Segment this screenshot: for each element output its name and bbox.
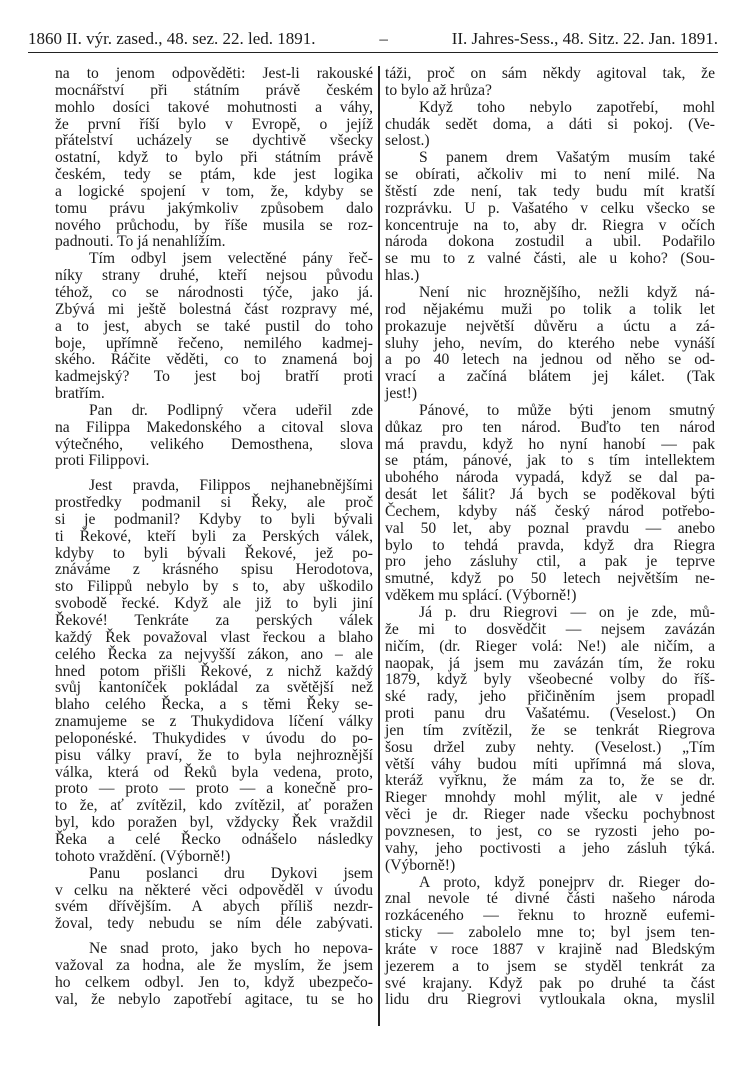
- text-line: a logické spojení v tom, že, kdyby se: [55, 182, 373, 200]
- text-line: desát let šálit? Já bych se poděkoval býti: [385, 486, 715, 504]
- text-line: si je podmanil? Kdyby to byli bývali: [55, 510, 373, 528]
- text-line: tohoto vraždění. (Výborně!): [55, 847, 231, 865]
- text-line: to bylo až hrůza?: [385, 81, 492, 99]
- text-line: boje, upřímně řečeno, nemilého kadmej-: [55, 334, 373, 352]
- text-line: sluhy jeho, nevím, do kterého nebe vynáší: [385, 334, 715, 352]
- text-line: kdyby to byli bývali Řekové, jež po-: [55, 544, 373, 562]
- text-line: blaho celého Řecka, a s těmi Řeky se-: [55, 696, 373, 714]
- text-line: národa dokona zostudil a ubil. Podařilo: [385, 233, 715, 251]
- text-line: bratřím.: [55, 385, 105, 403]
- text-line: ho celkem odbyl. Jen to, když ubezpečo-: [55, 973, 373, 991]
- text-line: mohlo dosíci takové mohutnosti a váhy,: [55, 98, 373, 116]
- text-line: výtečného, velikého Demosthena, slova: [55, 435, 373, 453]
- text-line: byl, kdo poražen byl, vždycky Řek vraždil: [55, 814, 373, 832]
- text-line: prokazuje největší důvěru a úctu a zá-: [385, 317, 715, 335]
- text-line: kadmejský? To jest boj bratří proti: [55, 368, 373, 386]
- text-line: jezerem a to jsem se styděl tenkrát za: [385, 957, 715, 975]
- text-line: tomu právu jakýmkoliv způsobem dalo: [55, 199, 373, 217]
- text-line: selost.): [385, 132, 430, 150]
- text-line: na to jenom odpovědĕti: Jest-li rakouské: [55, 65, 373, 82]
- text-line: prostředky podmanil si Řeky, ale proč: [55, 494, 373, 512]
- text-line: že první říší bylo v Evropě, o jejíž: [55, 115, 373, 133]
- text-line: Rieger mnohdy mohl mýlit, ale v jedné: [385, 789, 715, 807]
- text-line: Zbývá mi ještě bolestná část rozpravy mé,: [55, 300, 373, 318]
- text-line: ského. Ráčite věděti, co to znamená boj: [55, 351, 373, 369]
- text-line: Pánové, to může býti jenom smutný: [419, 401, 715, 419]
- text-line: kráte v roce 1887 v krajině nad Bledským: [385, 940, 715, 958]
- text-line: že mi to dosvědčit — nejsem zavázán: [385, 620, 715, 638]
- text-line: svobodě řecké. Když ale již to byli jiní: [55, 595, 373, 613]
- column-divider: [378, 66, 380, 1026]
- text-line: pro jeho zásluhy ctil, a pak je teprve: [385, 553, 715, 571]
- text-line: Pan dr. Podlipný včera udeřil zde: [89, 401, 373, 419]
- text-line: znal nevole té divné části našeho národa: [385, 890, 715, 908]
- text-line: ti Řekové, kteří byli za Perských válek,: [55, 527, 373, 545]
- text-line: A proto, když ponejprv dr. Rieger do-: [419, 873, 715, 891]
- text-line: každý Řek považoval vlast řeckou a blaho: [55, 628, 373, 646]
- text-line: S panem drem Vašatým musím také: [419, 149, 715, 167]
- text-line: sto Filippů nebylo by s to, aby uškodilo: [55, 578, 373, 596]
- text-line: val 50 let, aby poznal pravdu — anebo: [385, 519, 715, 537]
- text-line: peloponéské. Thukydides v úvodu do po-: [55, 729, 373, 747]
- text-line: Panu poslanci dru Dykovi jsem: [89, 864, 373, 882]
- text-line: Řeka a celé Řecko odnášelo následky: [55, 830, 373, 848]
- text-line: ostatní, když to bylo při státním právě: [55, 149, 373, 167]
- text-line: a po 40 letech na jednou od něho se od-: [385, 351, 715, 369]
- text-line: Řekové! Tenkráte za perských válek: [55, 612, 373, 629]
- text-line: (Výborně!): [385, 856, 456, 874]
- text-line: proti panu dru Vašatému. (Veselost.) On: [385, 705, 715, 723]
- text-line: svém dřívějším. A abych příliš nezdr-: [55, 898, 373, 916]
- text-line: to že, ať zvítězil, kdo zvítězil, ať poražen: [55, 797, 373, 815]
- text-line: proti Filippovi.: [55, 452, 150, 470]
- text-line: celého Řecka za nejvyšší zákon, ano – ale: [55, 645, 373, 663]
- text-line: níky strany druhé, kteří nejsou původu: [55, 267, 373, 285]
- text-line: větší váhy budou míti upřímná má slova,: [385, 755, 715, 773]
- text-line: lidu dru Riegrovi vytloukala okna, myslil: [385, 991, 715, 1009]
- text-line: pisu války praví, že to byla nejhroznější: [55, 746, 373, 764]
- text-line: kteráž vyřknu, že mám za to, že se dr.: [385, 772, 715, 790]
- text-line: znáváme z krásného spisu Herodotova,: [55, 561, 373, 579]
- page-header: [28, 28, 718, 53]
- text-line: Já p. dru Riegrovi — on je zde, mů-: [419, 604, 715, 621]
- text-line: mocnářství při státním právě českém: [55, 81, 373, 99]
- text-line: val, že nebylo zapotřebí agitace, tu se ho: [55, 990, 373, 1008]
- text-line: táži, proč on sám někdy agitoval tak, že: [385, 65, 715, 82]
- text-line: ské rady, jeho přičiněním jsem propadl: [385, 688, 715, 706]
- text-line: ubohého národa vypadá, když se dal pa-: [385, 469, 715, 487]
- text-line: hned potom přišli Řekové, z nichž každý: [55, 662, 373, 680]
- text-line: padnouti. To já nenahlížím.: [55, 233, 226, 251]
- text-line: svůj kantoníček pokládal za světější než: [55, 679, 373, 697]
- text-line: na Filippa Makedonského a citoval slova: [55, 418, 373, 436]
- text-line: koncentruje na to, aby dr. Riegra v očích: [385, 216, 715, 234]
- text-line: v celku na některé věci odpověděl v úvodu: [55, 881, 373, 899]
- text-line: 1879, když byly všeobecné volby do říš-: [385, 671, 715, 689]
- text-line: vrací a začíná blátem jej kálet. (Tak: [385, 368, 715, 386]
- text-line: povznesen, to jest, co se ryzosti jeho po-: [385, 822, 715, 840]
- text-line: důkaz pro ten národ. Buďto ten národ: [385, 418, 715, 436]
- text-line: znamujeme se z Thukydidova líčení války: [55, 713, 373, 731]
- text-line: važoval za hodna, ale že myslím, že jsem: [55, 956, 373, 974]
- left-column: [55, 66, 373, 1008]
- text-line: věci je dr. Rieger nade všecku pochybnost: [385, 806, 715, 824]
- text-line: ničím, (dr. Rieger volá: Ne!) ale ničím, a: [385, 637, 715, 655]
- text-line: jest!): [385, 385, 418, 403]
- text-line: se mu to z valné části, ale u koho? (Sou-: [385, 250, 715, 268]
- text-line: Jest pravda, Filippos nejhanebnějšími: [89, 477, 373, 495]
- text-line: štěstí zde není, tak tedy budu mít kratší: [385, 182, 715, 200]
- text-line: se obírati, ačkoliv mi to není milé. Na: [385, 166, 715, 184]
- text-line: rozprávku. U p. Vašatého v celku všecko se: [385, 199, 715, 217]
- text-line: žoval, tedy nebudu se ním déle zabývati.: [55, 915, 373, 933]
- text-line: proto — proto — proto — a konečně pro-: [55, 780, 373, 798]
- text-line: chudák sedět doma, a dáti si pokoj. (Ve-: [385, 115, 715, 133]
- text-line: vahy, jeho poctivosti a jeho zásluh týká.: [385, 839, 715, 857]
- header-german: II. Jahres-Sess., 48. Sitz. 22. Jan. 1891.: [451, 29, 718, 48]
- text-line: přátelství ucházely se dychtivě všecky: [55, 132, 373, 150]
- text-line: šosu držel zuby nehty. (Veselost.) „Tím: [385, 738, 715, 756]
- text-line: naopak, já jsem mu zavázán tím, že roku: [385, 654, 715, 672]
- text-line: téhož, co se národnosti týče, jako já.: [55, 283, 373, 301]
- text-line: jen tím zvítězil, že se tenkrát Riegrova: [385, 721, 715, 739]
- text-line: vděkem mu splácí. (Výborně!): [385, 587, 577, 605]
- header-dash: –: [379, 29, 388, 48]
- text-line: Ne snad proto, jako bych ho nepova-: [89, 940, 373, 958]
- text-line: a to jest, abych se také pustil do toho: [55, 317, 373, 335]
- text-line: rozkáceného — řeknu to hrozně eufemi-: [385, 907, 715, 925]
- text-line: nového průchodu, by říše musila se roz-: [55, 216, 373, 234]
- text-line: hlas.): [385, 267, 420, 285]
- text-line: Když toho nebylo zapotřebí, mohl: [419, 98, 715, 116]
- text-line: smutné, když po 50 letech největším ne-: [385, 570, 715, 588]
- text-line: se ptám, pánové, jak to s tím intellektem: [385, 452, 715, 470]
- right-column: [385, 66, 715, 1009]
- text-line: českém, tedy se ptám, kde jest logika: [55, 166, 373, 184]
- text-line: Čechem, kdyby náš český národ potřebo-: [385, 502, 715, 520]
- text-line: válka, která od Řeků byla vedena, proto,: [55, 763, 373, 781]
- header-czech: 1860 II. výr. zased., 48. sez. 22. led. 1891.: [28, 29, 316, 48]
- text-line: Není nic hroznějšího, nežli když ná-: [419, 283, 715, 301]
- text-line: bylo to tehdá pravda, když dra Riegra: [385, 536, 715, 554]
- text-line: rod nějakému muži po tolik a tolik let: [385, 300, 715, 318]
- text-line: má pravdu, když ho nyní hanobí — pak: [385, 435, 715, 453]
- text-line: sticky — zabolelo mne to; byl jsem ten-: [385, 924, 715, 942]
- text-line: Tím odbyl jsem velectěné pány řeč-: [89, 250, 373, 268]
- text-line: své krajany. Když pak po druhé ta část: [385, 974, 715, 992]
